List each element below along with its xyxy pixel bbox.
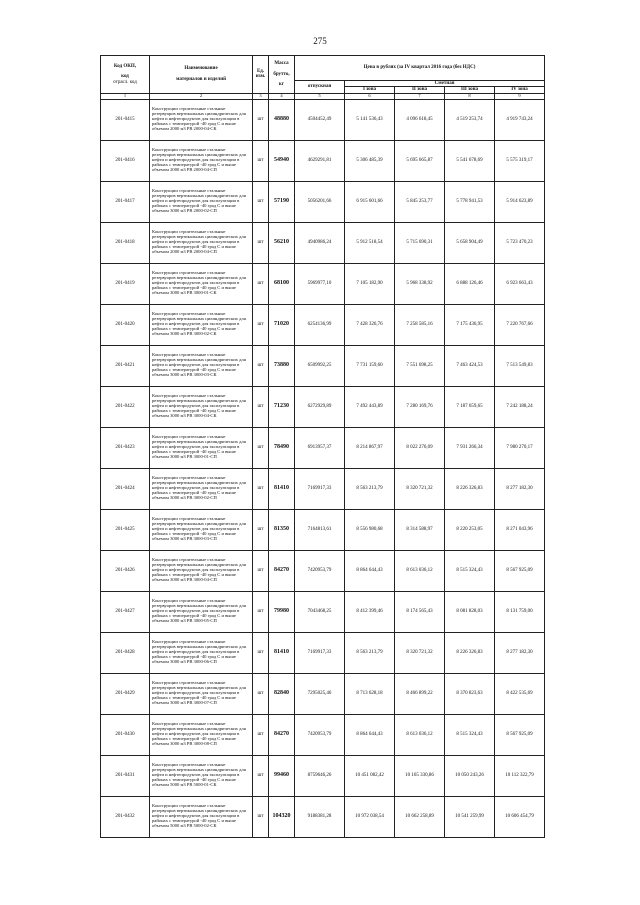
item-code: 201-0426 xyxy=(101,550,150,591)
header-zone2: II зона xyxy=(395,87,445,93)
price-zone4: 8 131 759,00 xyxy=(495,591,545,632)
item-code: 201-0432 xyxy=(101,796,150,837)
item-unit: шт xyxy=(253,345,269,386)
item-name: Конструкции строительные стальные резервуаров вертикальных цилиндрических для нефти и нефтепродуктов для эксплуатации в районах с температурой -40 град С и выше объемом 2000 м3 РВ 2000-04-СП xyxy=(150,140,253,181)
item-code: 201-0420 xyxy=(101,304,150,345)
price-zone2: 5 695 665,87 xyxy=(395,140,445,181)
item-unit: шт xyxy=(253,263,269,304)
price-zone4: 5 914 623,89 xyxy=(495,181,545,222)
price-zone4: 10 112 322,79 xyxy=(495,755,545,796)
price-zone1: 5 141 536,43 xyxy=(345,99,395,140)
price-zone2: 7 280 169,76 xyxy=(395,386,445,427)
item-unit: шт xyxy=(253,550,269,591)
item-unit: шт xyxy=(253,509,269,550)
price-wholesale: 7043468,25 xyxy=(295,591,345,632)
header-zone3: III зона xyxy=(445,87,495,93)
item-mass: 104320 xyxy=(269,796,295,837)
price-wholesale: 8759646,26 xyxy=(295,755,345,796)
item-mass: 82840 xyxy=(269,673,295,714)
item-mass: 78490 xyxy=(269,427,295,468)
item-mass: 81410 xyxy=(269,632,295,673)
price-zone3: 8 226 326,83 xyxy=(445,632,495,673)
price-zone1: 5 912 518,54 xyxy=(345,222,395,263)
price-zone2: 8 613 036,12 xyxy=(395,550,445,591)
price-wholesale: 6913957,37 xyxy=(295,427,345,468)
price-zone2: 10 662 258,89 xyxy=(395,796,445,837)
item-code: 201-0419 xyxy=(101,263,150,304)
item-mass: 73880 xyxy=(269,345,295,386)
price-wholesale: 7164813,61 xyxy=(295,509,345,550)
table-row xyxy=(101,427,545,468)
price-zone4: 5 723 470,23 xyxy=(495,222,545,263)
price-zone4: 4 919 743,24 xyxy=(495,99,545,140)
item-code: 201-0421 xyxy=(101,345,150,386)
table-row xyxy=(101,468,545,509)
column-number: 3 xyxy=(253,93,269,99)
price-zone3: 7 187 659,65 xyxy=(445,386,495,427)
price-zone3: 8 515 324,43 xyxy=(445,550,495,591)
column-number: 8 xyxy=(445,93,495,99)
item-mass: 81350 xyxy=(269,509,295,550)
item-code: 201-0425 xyxy=(101,509,150,550)
item-code: 201-0424 xyxy=(101,468,150,509)
table-row xyxy=(101,509,545,550)
item-mass: 57190 xyxy=(269,181,295,222)
header-zone4: IV зона xyxy=(495,87,545,93)
price-zone1: 7 428 326,76 xyxy=(345,304,395,345)
price-zone3: 5 541 678,69 xyxy=(445,140,495,181)
price-zone3: 5 778 941,53 xyxy=(445,181,495,222)
item-mass: 99460 xyxy=(269,755,295,796)
table-row xyxy=(101,673,545,714)
price-zone4: 8 277 182,30 xyxy=(495,468,545,509)
item-unit: шт xyxy=(253,632,269,673)
item-unit: шт xyxy=(253,386,269,427)
item-code: 201-0430 xyxy=(101,714,150,755)
item-unit: шт xyxy=(253,181,269,222)
item-mass: 48880 xyxy=(269,99,295,140)
table-row xyxy=(101,714,545,755)
price-zone1: 10 451 082,42 xyxy=(345,755,395,796)
price-zone1: 7 731 159,60 xyxy=(345,345,395,386)
column-number: 9 xyxy=(495,93,545,99)
item-name: Конструкции строительные стальные резервуаров вертикальных цилиндрических для нефти и нефтепродуктов для эксплуатации в районах с температурой -40 град С и выше объемом 3000 м3 РВ 3000-02-СП xyxy=(150,468,253,509)
price-wholesale: 7420953,79 xyxy=(295,714,345,755)
column-number: 5 xyxy=(295,93,345,99)
price-zone4: 7 980 270,17 xyxy=(495,427,545,468)
price-zone3: 8 226 326,83 xyxy=(445,468,495,509)
item-unit: шт xyxy=(253,673,269,714)
header-mass: Масса брутто, кг xyxy=(269,56,295,94)
item-name: Конструкции строительные стальные резервуаров вертикальных цилиндрических для нефти и нефтепродуктов для эксплуатации в районах с температурой -40 град С и выше объемом 3000 м3 РВ 3000-04-СП xyxy=(150,550,253,591)
price-wholesale: 7169917,33 xyxy=(295,632,345,673)
price-zone4: 8 567 925,09 xyxy=(495,550,545,591)
table-row xyxy=(101,99,545,140)
price-zone1: 8 412 399,46 xyxy=(345,591,395,632)
price-zone1: 8 563 213,79 xyxy=(345,632,395,673)
price-zone2: 8 314 588,97 xyxy=(395,509,445,550)
item-unit: шт xyxy=(253,796,269,837)
price-zone2: 8 320 721,32 xyxy=(395,632,445,673)
item-unit: шт xyxy=(253,427,269,468)
item-name: Конструкции строительные стальные резервуаров вертикальных цилиндрических для нефти и нефтепродуктов для эксплуатации в районах с температурой -40 град С и выше объемом 5000 м3 РВ 5000-01-СК xyxy=(150,755,253,796)
table-row xyxy=(101,140,545,181)
page-number: 275 xyxy=(313,36,327,46)
price-zone1: 8 563 213,79 xyxy=(345,468,395,509)
table-row xyxy=(101,345,545,386)
table-row xyxy=(101,755,545,796)
price-zone1: 6 915 601,66 xyxy=(345,181,395,222)
price-zone3: 8 370 823,63 xyxy=(445,673,495,714)
table-row xyxy=(101,386,545,427)
item-name: Конструкции строительные стальные резервуаров вертикальных цилиндрических для нефти и нефтепродуктов для эксплуатации в районах с температурой -40 град С и выше объемом 2000 м3 РВ 2000-04-СК xyxy=(150,99,253,140)
item-name: Конструкции строительные стальные резервуаров вертикальных цилиндрических для нефти и нефтепродуктов для эксплуатации в районах с температурой -40 град С и выше объемом 3000 м3 РВ 2000-02-СП xyxy=(150,181,253,222)
table-row xyxy=(101,222,545,263)
price-zone3: 6 888 126,46 xyxy=(445,263,495,304)
item-name: Конструкции строительные стальные резервуаров вертикальных цилиндрических для нефти и нефтепродуктов для эксплуатации в районах с температурой -40 град С и выше объемом 3000 м3 РВ 3000-08-СП xyxy=(150,714,253,755)
price-zone3: 7 931 266,34 xyxy=(445,427,495,468)
price-zone2: 5 845 253,77 xyxy=(395,181,445,222)
item-name: Конструкции строительные стальные резервуаров вертикальных цилиндрических для нефти и нефтепродуктов для эксплуатации в районах с температурой -40 град С и выше объемом 3000 м3 РВ 3000-02-СК xyxy=(150,304,253,345)
price-zone2: 8 022 276,09 xyxy=(395,427,445,468)
price-zone1: 8 214 867,97 xyxy=(345,427,395,468)
price-wholesale: 4629291,81 xyxy=(295,140,345,181)
price-zone1: 8 864 644,43 xyxy=(345,550,395,591)
table-row xyxy=(101,632,545,673)
table-row xyxy=(101,591,545,632)
item-name: Конструкции строительные стальные резервуаров вертикальных цилиндрических для нефти и нефтепродуктов для эксплуатации в районах с температурой -40 град С и выше объемом 3000 м3 РВ 3000-06-СП xyxy=(150,632,253,673)
price-wholesale: 6509992,25 xyxy=(295,345,345,386)
price-zone4: 8 422 535,69 xyxy=(495,673,545,714)
item-mass: 84270 xyxy=(269,714,295,755)
item-unit: шт xyxy=(253,714,269,755)
price-wholesale: 4504452,49 xyxy=(295,99,345,140)
price-zone4: 6 923 663,43 xyxy=(495,263,545,304)
item-mass: 79980 xyxy=(269,591,295,632)
price-wholesale: 9188381,28 xyxy=(295,796,345,837)
item-mass: 68100 xyxy=(269,263,295,304)
price-zone2: 5 968 338,92 xyxy=(395,263,445,304)
table-row xyxy=(101,304,545,345)
price-wholesale: 7169917,33 xyxy=(295,468,345,509)
item-mass: 54940 xyxy=(269,140,295,181)
price-zone2: 8 613 036,12 xyxy=(395,714,445,755)
price-zone1: 10 972 038,54 xyxy=(345,796,395,837)
item-unit: шт xyxy=(253,591,269,632)
item-code: 201-0422 xyxy=(101,386,150,427)
price-zone1: 7 105 182,90 xyxy=(345,263,395,304)
table-row xyxy=(101,550,545,591)
header-wholesale: отпускная xyxy=(295,81,345,94)
price-zone2: 10 165 330,86 xyxy=(395,755,445,796)
price-zone4: 10 606 454,79 xyxy=(495,796,545,837)
header-unit: Ед. изм. xyxy=(253,56,269,94)
table-body xyxy=(101,99,545,837)
item-unit: шт xyxy=(253,304,269,345)
item-code: 201-0427 xyxy=(101,591,150,632)
header-estimate: Сметная xyxy=(345,81,545,87)
price-zone4: 7 513 549,83 xyxy=(495,345,545,386)
price-zone2: 8 320 721,32 xyxy=(395,468,445,509)
price-zone1: 7 492 443,89 xyxy=(345,386,395,427)
item-mass: 81410 xyxy=(269,468,295,509)
item-unit: шт xyxy=(253,468,269,509)
price-zone3: 8 081 828,03 xyxy=(445,591,495,632)
price-zone1: 8 556 980,68 xyxy=(345,509,395,550)
column-number: 6 xyxy=(345,93,395,99)
price-zone4: 7 220 767,66 xyxy=(495,304,545,345)
table-row xyxy=(101,181,545,222)
price-wholesale: 5969977,10 xyxy=(295,263,345,304)
item-mass: 71020 xyxy=(269,304,295,345)
column-number: 1 xyxy=(101,93,150,99)
price-zone2: 5 715 690,31 xyxy=(395,222,445,263)
item-code: 201-0431 xyxy=(101,755,150,796)
price-zone1: 8 864 644,43 xyxy=(345,714,395,755)
price-zone2: 8 466 899,22 xyxy=(395,673,445,714)
price-zone1: 8 713 628,18 xyxy=(345,673,395,714)
header-name: Наименование материалов и изделий xyxy=(150,56,253,94)
column-number: 2 xyxy=(150,93,253,99)
item-unit: шт xyxy=(253,222,269,263)
header-zone1: I зона xyxy=(345,87,395,93)
price-zone3: 7 463 424,53 xyxy=(445,345,495,386)
price-zone2: 7 258 585,16 xyxy=(395,304,445,345)
price-zone3: 8 515 324,43 xyxy=(445,714,495,755)
item-name: Конструкции строительные стальные резервуаров вертикальных цилиндрических для нефти и нефтепродуктов для эксплуатации в районах с температурой -40 град С и выше объемом 5000 м3 РВ 5000-02-СК xyxy=(150,796,253,837)
price-zone3: 10 050 243,26 xyxy=(445,755,495,796)
price-zone3: 5 658 904,49 xyxy=(445,222,495,263)
price-zone4: 8 271 043,96 xyxy=(495,509,545,550)
item-unit: шт xyxy=(253,755,269,796)
price-wholesale: 4940986,24 xyxy=(295,222,345,263)
column-number: 7 xyxy=(395,93,445,99)
price-zone4: 8 277 182,30 xyxy=(495,632,545,673)
price-zone4: 7 242 188,24 xyxy=(495,386,545,427)
price-table xyxy=(100,55,545,838)
item-code: 201-0418 xyxy=(101,222,150,263)
item-name: Конструкции строительные стальные резервуаров вертикальных цилиндрических для нефти и нефтепродуктов для эксплуатации в районах с температурой -40 град С и выше объемом 3000 м3 РВ 3000-03-СК xyxy=(150,345,253,386)
item-code: 201-0415 xyxy=(101,99,150,140)
header-price-title: Цена в рублях (за IV квартал 2016 года (без НДС) xyxy=(295,56,545,81)
price-zone3: 8 220 253,05 xyxy=(445,509,495,550)
table-row xyxy=(101,796,545,837)
price-wholesale: 5056201,66 xyxy=(295,181,345,222)
item-mass: 56210 xyxy=(269,222,295,263)
item-name: Конструкции строительные стальные резервуаров вертикальных цилиндрических для нефти и нефтепродуктов для эксплуатации в районах с температурой -40 град С и выше объемом 3000 м3 РВ 3000-01-СК xyxy=(150,263,253,304)
price-zone3: 4 519 253,74 xyxy=(445,99,495,140)
item-code: 201-0423 xyxy=(101,427,150,468)
item-name: Конструкции строительные стальные резервуаров вертикальных цилиндрических для нефти и нефтепродуктов для эксплуатации в районах с температурой -40 град С и выше объемом 3000 м3 РВ 3000-01-СП xyxy=(150,427,253,468)
item-name: Конструкции строительные стальные резервуаров вертикальных цилиндрических для нефти и нефтепродуктов для эксплуатации в районах с температурой -40 град С и выше объемом 3000 м3 РВ 3000-07-СП xyxy=(150,673,253,714)
item-code: 201-0417 xyxy=(101,181,150,222)
item-mass: 71230 xyxy=(269,386,295,427)
price-zone4: 5 575 319,17 xyxy=(495,140,545,181)
price-zone1: 5 306 485,39 xyxy=(345,140,395,181)
item-code: 201-0416 xyxy=(101,140,150,181)
price-zone3: 10 541 259,99 xyxy=(445,796,495,837)
header-code: Код ОКП, код отрасл. код xyxy=(101,56,150,94)
item-name: Конструкции строительные стальные резервуаров вертикальных цилиндрических для нефти и нефтепродуктов для эксплуатации в районах с температурой -40 град С и выше объемом 3000 м3 РВ 3000-03-СП xyxy=(150,509,253,550)
item-code: 201-0429 xyxy=(101,673,150,714)
price-zone2: 8 174 565,43 xyxy=(395,591,445,632)
price-zone2: 7 551 698,25 xyxy=(395,345,445,386)
item-name: Конструкции строительные стальные резервуаров вертикальных цилиндрических для нефти и нефтепродуктов для эксплуатации в районах с температурой -40 град С и выше объемом 2000 м3 РВ 2000-04-СП xyxy=(150,222,253,263)
item-code: 201-0428 xyxy=(101,632,150,673)
item-mass: 84270 xyxy=(269,550,295,591)
column-number: 4 xyxy=(269,93,295,99)
price-wholesale: 6254136,99 xyxy=(295,304,345,345)
item-unit: шт xyxy=(253,99,269,140)
price-zone2: 4 096 618,45 xyxy=(395,99,445,140)
table-row xyxy=(101,263,545,304)
item-name: Конструкции строительные стальные резервуаров вертикальных цилиндрических для нефти и нефтепродуктов для эксплуатации в районах с температурой -40 град С и выше объемом 3000 м3 РВ 3000-05-СП xyxy=(150,591,253,632)
price-wholesale: 7420953,79 xyxy=(295,550,345,591)
price-wholesale: 7295025,46 xyxy=(295,673,345,714)
item-name: Конструкции строительные стальные резервуаров вертикальных цилиндрических для нефти и нефтепродуктов для эксплуатации в районах с температурой -40 град С и выше объемом 3000 м3 РВ 3000-04-СК xyxy=(150,386,253,427)
price-wholesale: 6272929,89 xyxy=(295,386,345,427)
price-zone3: 7 175 436,95 xyxy=(445,304,495,345)
item-unit: шт xyxy=(253,140,269,181)
price-zone4: 8 567 925,09 xyxy=(495,714,545,755)
